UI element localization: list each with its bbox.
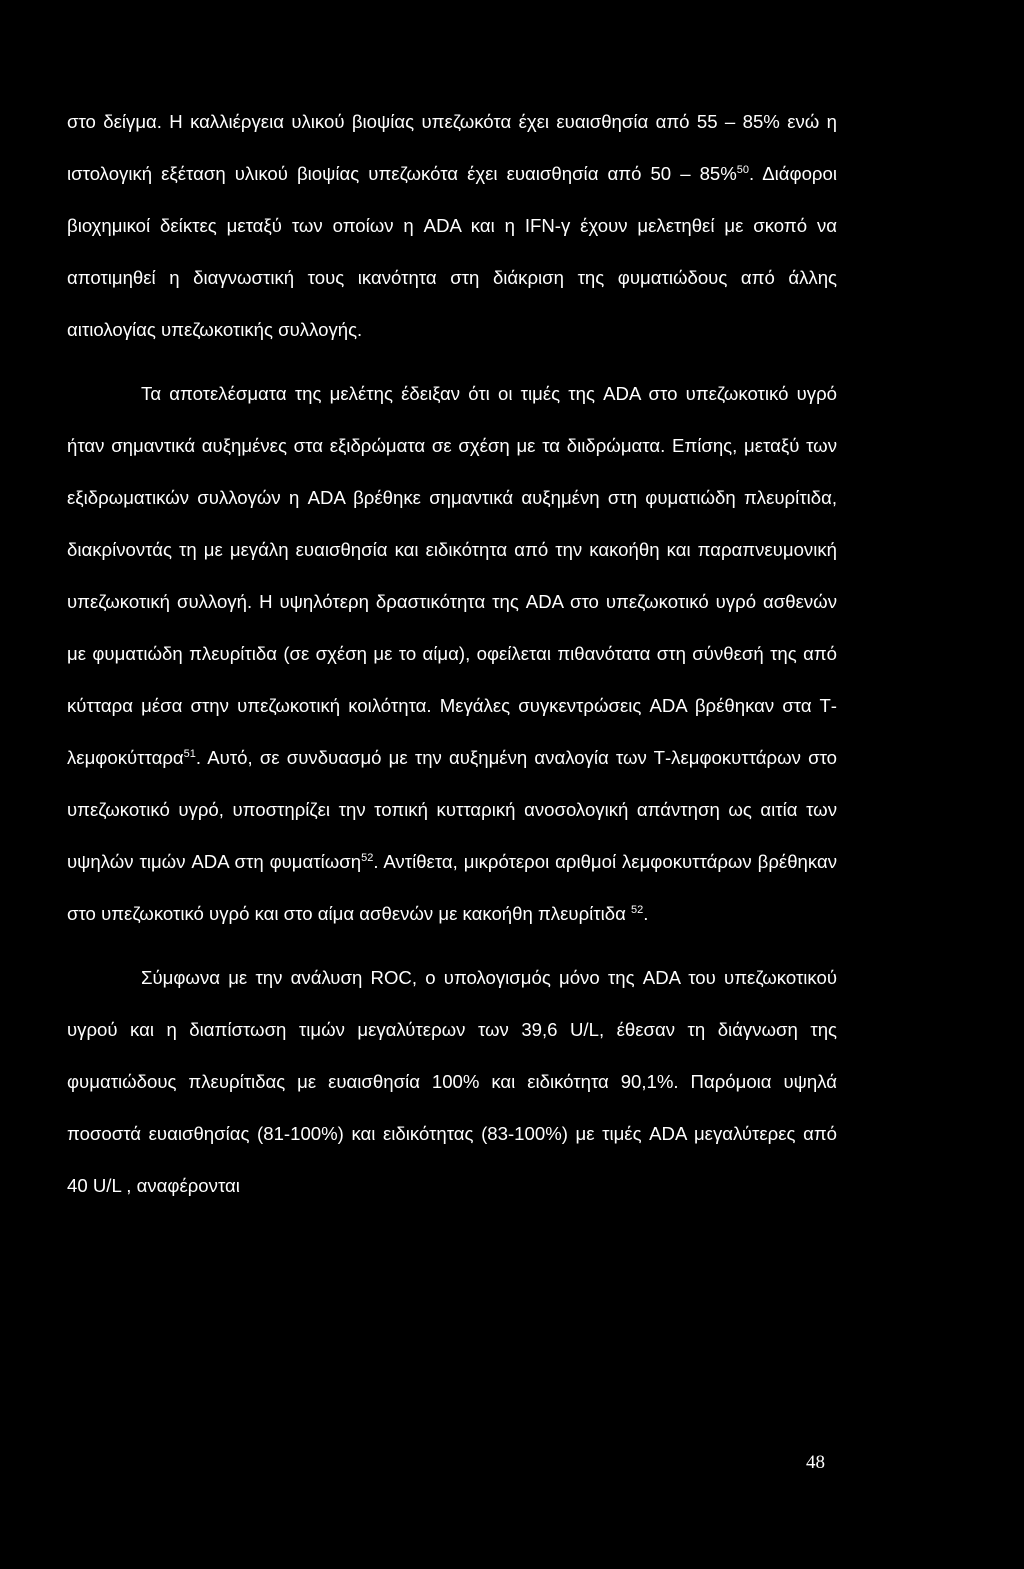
citation-reference: 51 <box>183 748 196 760</box>
paragraph <box>67 96 837 356</box>
paragraph-text: στο δείγμα. Η καλλιέργεια υλικού βιοψίας υπεζωκότα έχει ευαισθησία από 55 – 85% ενώ η ιστολογική εξέταση υλικού βιοψίας υπεζωκότα έχει ευαισθησία από 50 – 85% <box>67 111 837 184</box>
paragraph <box>67 368 837 940</box>
paragraph-spacer <box>67 356 837 368</box>
citation-reference: 50 <box>736 164 750 176</box>
paragraph-text: . Διάφοροι βιοχημικοί δείκτες μεταξύ των οποίων η ADA και η IFN-γ έχουν μελετηθεί με σκοπό να αποτιμηθεί η διαγνωστική τους ικανότητα στη διάκριση της φυματιώδους από άλλης αιτιολογίας υπεζωκοτικής συλλογής. <box>67 163 837 340</box>
document-body <box>67 96 837 1212</box>
citation-reference: 52 <box>361 852 374 864</box>
citation-reference: 52 <box>631 904 644 916</box>
paragraph-text: . Αντίθετα, μικρότεροι αριθμοί λεμφοκυττάρων βρέθηκαν στο υπεζωκοτικό υγρό και στο αίμα ασθενών με κακοήθη πλευρίτιδα <box>67 851 837 924</box>
paragraph-text: . <box>643 903 649 924</box>
paragraph <box>67 952 837 1212</box>
paragraph-text: Σύμφωνα με την ανάλυση ROC, ο υπολογισμός μόνο της ADA του υπεζωκοτικού υγρού και η διαπίστωση τιμών μεγαλύτερων των 39,6 U/L, έθεσαν τη διάγνωση της φυματιώδους πλευρίτιδας με ευαισθησία 100% και ειδικότητα 90,1%. Παρόμοια υψηλά ποσοστά ευαισθησίας (81-100%) και ειδικότητας (83-100%) με τιμές ADA μεγαλύτερες από 40 U/L , αναφέρονται <box>67 967 837 1196</box>
page-number: 48 <box>806 1452 825 1473</box>
paragraph-text: . Αυτό, σε συνδυασμό με την αυξημένη αναλογία των Τ-λεμφοκυττάρων στο υπεζωκοτικό υγρό, υποστηρίζει την τοπική κυτταρική ανοσολογική απάντηση ως αιτία των υψηλών τιμών ADA στη φυματίωση <box>67 747 837 872</box>
paragraph-spacer <box>67 940 837 952</box>
paragraph-text: Τα αποτελέσματα της μελέτης έδειξαν ότι οι τιμές της ADA στο υπεζωκοτικό υγρό ήταν σημαντικά αυξημένες στα εξιδρώματα σε σχέση με τα διιδρώματα. Επίσης, μεταξύ των εξιδρωματικών συλλογών η ADA βρέθηκε σημαντικά αυξημένη στη φυματιώδη πλευρίτιδα, διακρίνοντάς τη με μεγάλη ευαισθησία και ειδικότητα από την κακοήθη και παραπνευμονική υπεζωκοτική συλλογή. Η υψηλότερη δραστικότητα της ADA στο υπεζωκοτικό υγρό ασθενών με φυματιώδη πλευρίτιδα (σε σχέση με το αίμα), οφείλεται πιθανότατα στη σύνθεσή της από κύτταρα μέσα στην υπεζωκοτική κοιλότητα. Μεγάλες συγκεντρώσεις ADA βρέθηκαν στα Τ-λεμφοκύτταρα <box>67 383 837 768</box>
